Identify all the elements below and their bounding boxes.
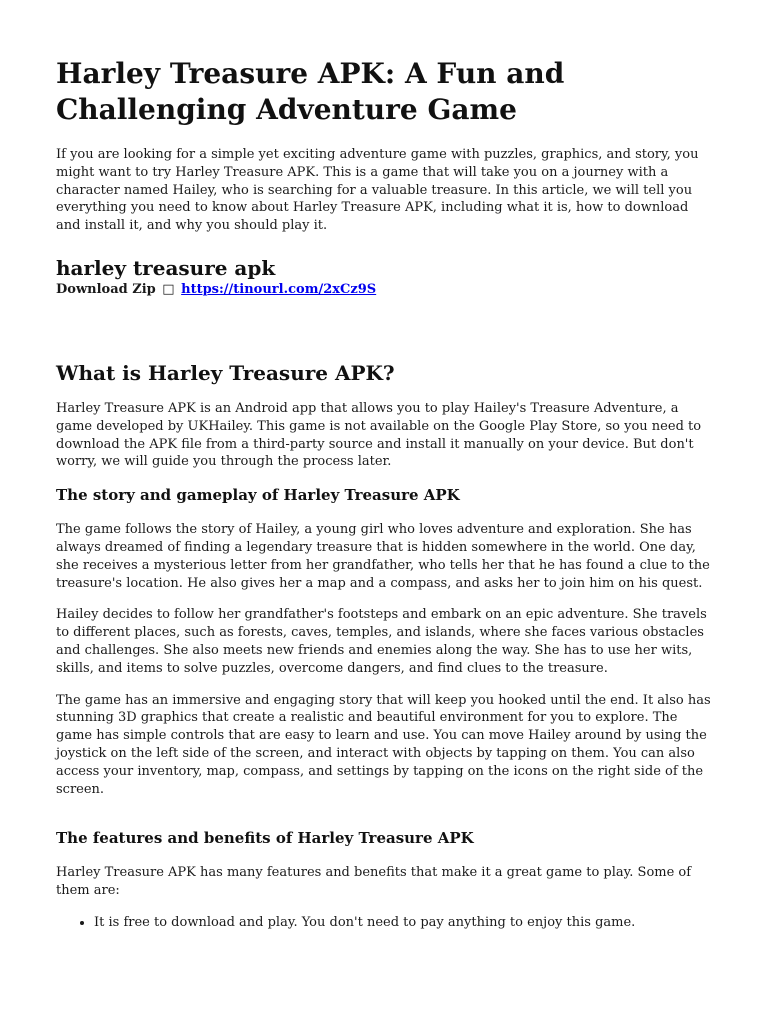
story-paragraph-1: The game follows the story of Hailey, a young girl who loves adventure and exploration. She has always dreamed of finding a legendary treasure that is hidden somewhere in the world. One day, she receives a mysterious letter from her grandfather, who tells her that he has found a clue to the treasure's location. He also gives her a map and a compass, and asks her to join him on his quest. — [56, 522, 710, 591]
keyword-heading: harley treasure apk — [56, 255, 276, 280]
article-title: Harley Treasure APK: A Fun and Challenging Adventure Game — [56, 57, 565, 126]
download-arrow-icon: □ — [162, 281, 175, 297]
subheading-story-gameplay: The story and gameplay of Harley Treasure APK — [56, 486, 460, 505]
download-line — [56, 281, 714, 298]
subheading-features-benefits: The features and benefits of Harley Treasure APK — [56, 829, 474, 848]
intro-paragraph: If you are looking for a simple yet exciting adventure game with puzzles, graphics, and story, you might want to try Harley Treasure APK. This is a game that will take you on a journey with a character named Hailey, who is searching for a valuable treasure. In this article, we will tell you everything you need to know about Harley Treasure APK, including what it is, how to download and install it, and why you should play it. — [56, 147, 699, 234]
section1-paragraph: Harley Treasure APK is an Android app that allows you to play Hailey's Treasure Adventure, a game developed by UKHailey. This game is not available on the Google Play Store, so you need to download the APK file from a third-party source and install it manually on your device. But don't worry, we will guide you through the process later. — [56, 400, 702, 470]
section-heading-what-is: What is Harley Treasure APK? — [56, 360, 395, 385]
download-link[interactable]: https://tinourl.com/2xCz9S — [181, 281, 377, 297]
features-list — [56, 914, 714, 932]
download-label: Download Zip — [56, 281, 156, 297]
list-item: • It is free to download and play. You don't need to pay anything to enjoy this game. — [94, 914, 714, 932]
story-paragraph-2: Hailey decides to follow her grandfather's footsteps and embark on an epic adventure. She travels to different places, such as forests, caves, temples, and islands, where she faces various obstacles and challenges. She also meets new friends and enemies along the way. She has to use her wits, skills, and items to solve puzzles, overcome dangers, and find clues to the treasure. — [56, 607, 707, 676]
features-paragraph: Harley Treasure APK has many features and benefits that make it a great game to play. Some of them are: — [56, 865, 692, 899]
story-paragraph-3: The game has an immersive and engaging story that will keep you hooked until the end. It also has stunning 3D graphics that create a realistic and beautiful environment for you to explore. The game has simple controls that are easy to learn and use. You can move Hailey around by using the joystick on the left side of the screen, and interact with objects by tapping on them. You can also access your inventory, map, compass, and settings by tapping on the icons on the right side of the screen. — [56, 692, 711, 797]
